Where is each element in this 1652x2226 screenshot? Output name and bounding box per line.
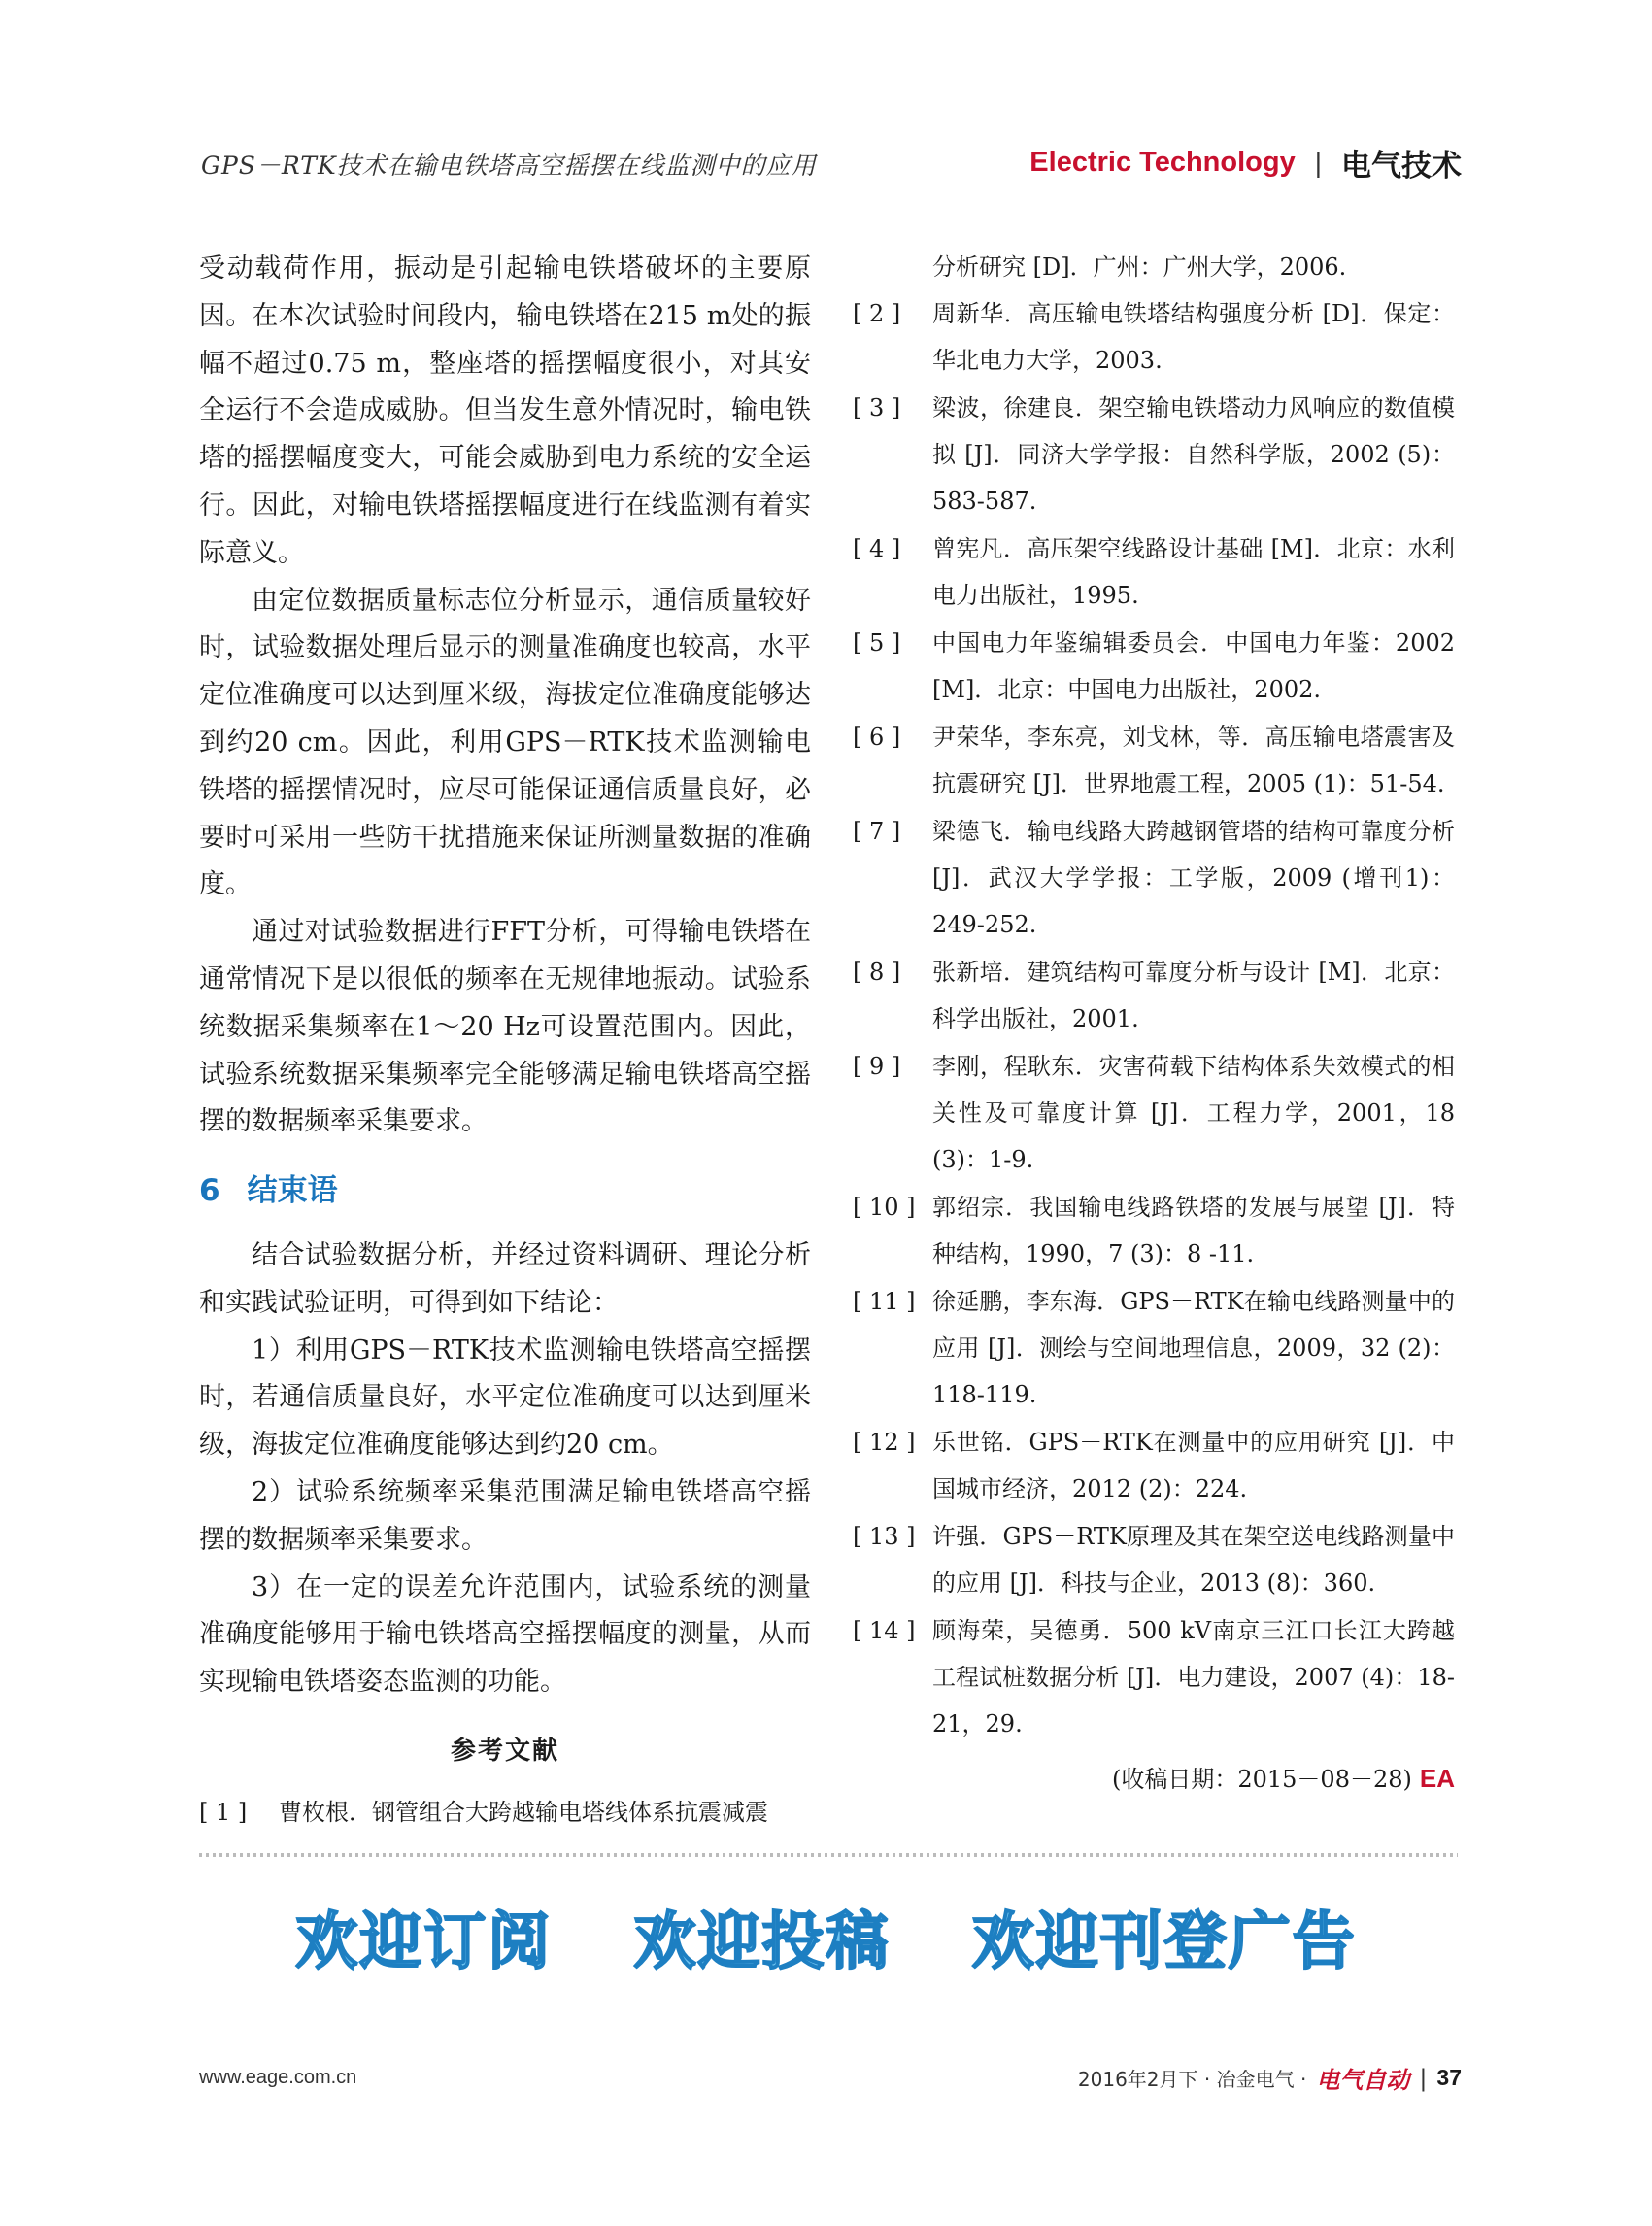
reference-number: [ 13 ] — [853, 1523, 916, 1550]
reference-item — [853, 620, 1455, 713]
reference-item — [853, 1513, 1455, 1606]
reference-item — [853, 1184, 1455, 1277]
reference-number: [ 8 ] — [853, 959, 901, 986]
reference-number: [ 1 ] — [199, 1798, 248, 1826]
running-title: GPS－RTK技术在输电铁塔高空摇摆在线监测中的应用 — [201, 152, 817, 180]
section-title: 结束语 — [247, 1173, 338, 1209]
reference-text: 徐延鹏，李东海．GPS－RTK在输电线路测量中的应用 [J]．测绘与空间地理信息，2009，32 (2)：118-119. — [932, 1288, 1455, 1408]
journal-logo: 电气自动 — [1316, 2066, 1410, 2094]
reference-text: 郭绍宗．我国输电线路铁塔的发展与展望 [J]．特种结构，1990，7 (3)：8 -11. — [932, 1194, 1455, 1267]
reference-item — [853, 1278, 1455, 1418]
reference-item — [853, 808, 1455, 948]
brand-english: Electric Technology — [1029, 147, 1296, 178]
conclusion-paragraph: 1）利用GPS－RTK技术监测输电铁塔高空摇摆时，若通信质量良好，水平定位准确度可以达到厘米级，海拔定位准确度能够达到约20 cm。 — [199, 1334, 811, 1461]
reference-text: 梁波，徐建良．架空输电铁塔动力风响应的数值模拟 [J]．同济大学学报：自然科学版，2002 (5)：583-587. — [932, 394, 1455, 515]
reference-text: 周新华．高压输电铁塔结构强度分析 [D]．保定：华北电力大学，2003. — [932, 300, 1455, 374]
reference-item — [853, 385, 1455, 524]
reference-number: [ 9 ] — [853, 1053, 901, 1080]
references-title: 参考文献 — [450, 1736, 559, 1766]
reference-continuation: 分析研究 [D]．广州：广州大学，2006. — [932, 253, 1347, 281]
footer-info — [1078, 2061, 1462, 2095]
reference-item — [853, 1607, 1455, 1747]
reference-text: 尹荣华，李东亮，刘戈林，等．高压输电塔震害及抗震研究 [J]．世界地震工程，2005 (1)：51-54. — [932, 724, 1455, 797]
body-paragraph: 由定位数据质量标志位分析显示，通信质量较好时，试验数据处理后显示的测量准确度也较高，水平定位准确度可以达到厘米级，海拔定位准确度能够达到约20 cm。因此，利用GPS－RTK技术监测输电铁塔的摇摆情况时，应尽可能保证通信质量良好，必要时可采用一些防干扰措施来保证所测量数据的准确度。 — [199, 585, 811, 900]
received-date — [853, 1759, 1455, 1799]
reference-text: 张新培．建筑结构可靠度分析与设计 [M]．北京：科学出版社，2001. — [932, 959, 1455, 1032]
page-number: 37 — [1436, 2065, 1462, 2090]
brand-chinese: 电气技术 — [1341, 149, 1462, 184]
reference-number: [ 3 ] — [853, 394, 901, 422]
left-column — [199, 246, 811, 1836]
reference-number: [ 6 ] — [853, 724, 901, 751]
section-number: 6 — [199, 1173, 220, 1209]
reference-number: [ 7 ] — [853, 818, 901, 845]
reference-text: 乐世铭．GPS－RTK在测量中的应用研究 [J]．中国城市经济，2012 (2)：224. — [932, 1429, 1455, 1502]
reference-item — [853, 1043, 1455, 1183]
reference-number: [ 10 ] — [853, 1194, 916, 1221]
reference-number: [ 14 ] — [853, 1617, 916, 1644]
body-paragraph: 通过对试验数据进行FFT分析，可得输电铁塔在通常情况下是以很低的频率在无规律地振动。试验系统数据采集频率在1～20 Hz可设置范围内。因此，试验系统数据采集频率完全能够满足输电铁塔高空摇摆的数据频率采集要求。 — [199, 917, 811, 1137]
banner-subscribe: 欢迎订阅 — [295, 1906, 553, 1978]
journal-brand — [1029, 141, 1462, 185]
reference-text: 许强．GPS－RTK原理及其在架空送电线路测量中的应用 [J]．科技与企业，2013 (8)：360. — [932, 1523, 1455, 1597]
footer-website: www.eage.com.cn — [199, 2067, 357, 2088]
conclusion-paragraph: 3）在一定的误差允许范围内，试验系统的测量准确度能够用于输电铁塔高空摇摆幅度的测量，从而实现输电铁塔姿态监测的功能。 — [199, 1571, 811, 1698]
reference-text: 顾海荣，吴德勇．500 kV南京三江口长江大跨越工程试桩数据分析 [J]．电力建设，2007 (4)：18-21，29. — [932, 1617, 1455, 1737]
conclusion-paragraph: 结合试验数据分析，并经过资料调研、理论分析和实践试验证明，可得到如下结论： — [199, 1239, 811, 1318]
right-column — [853, 244, 1455, 1799]
received-date-text: (收稿日期：2015－08－28) — [1111, 1766, 1412, 1793]
reference-number: [ 4 ] — [853, 535, 901, 562]
reference-item — [853, 1419, 1455, 1512]
reference-item — [853, 525, 1455, 619]
reference-number: [ 11 ] — [853, 1288, 916, 1315]
banner-submit: 欢迎投稿 — [633, 1906, 891, 1978]
reference-text: 李刚，程耿东．灾害荷载下结构体系失效模式的相关性及可靠度计算 [J]．工程力学，2001，18 (3)：1-9. — [932, 1053, 1455, 1173]
reference-text: 中国电力年鉴编辑委员会．中国电力年鉴：2002 [M]．北京：中国电力出版社，2002. — [932, 629, 1455, 703]
brand-separator: | — [1314, 147, 1322, 178]
reference-item — [199, 1789, 811, 1836]
ea-end-mark: EA — [1419, 1764, 1455, 1793]
reference-number: [ 2 ] — [853, 300, 901, 327]
footer-separator: | — [1419, 2064, 1428, 2092]
reference-number: [ 12 ] — [853, 1429, 916, 1456]
promo-banner — [0, 1892, 1652, 1981]
reference-item — [853, 714, 1455, 807]
reference-item — [853, 949, 1455, 1042]
footer-issue: 2016年2月下 · 冶金电气 · — [1077, 2068, 1307, 2091]
conclusion-paragraph: 2）试验系统频率采集范围满足输电铁塔高空摇摆的数据频率采集要求。 — [199, 1476, 811, 1555]
reference-text: 梁德飞．输电线路大跨越钢管塔的结构可靠度分析 [J]．武汉大学学报：工学版，2009 (增刊1)：249-252. — [932, 818, 1455, 938]
reference-number: [ 5 ] — [853, 629, 901, 657]
reference-item — [853, 290, 1455, 384]
reference-text: 曹枚根．钢管组合大跨越输电塔线体系抗震减震 — [279, 1798, 768, 1826]
reference-text: 曾宪凡．高压架空线路设计基础 [M]．北京：水利电力出版社，1995. — [932, 535, 1455, 609]
body-paragraph: 受动载荷作用，振动是引起输电铁塔破坏的主要原因。在本次试验时间段内，输电铁塔在215 m处的振幅不超过0.75 m，整座塔的摇摆幅度很小，对其安全运行不会造成威胁。但当发生意外情况时，输电铁塔的摇摆幅度变大，可能会威胁到电力系统的安全运行。因此，对输电铁塔摇摆幅度进行在线监测有着实际意义。 — [199, 253, 811, 568]
section-heading — [199, 1167, 811, 1215]
dotted-divider — [199, 1853, 1458, 1857]
banner-advertise: 欢迎刊登广告 — [971, 1906, 1357, 1978]
